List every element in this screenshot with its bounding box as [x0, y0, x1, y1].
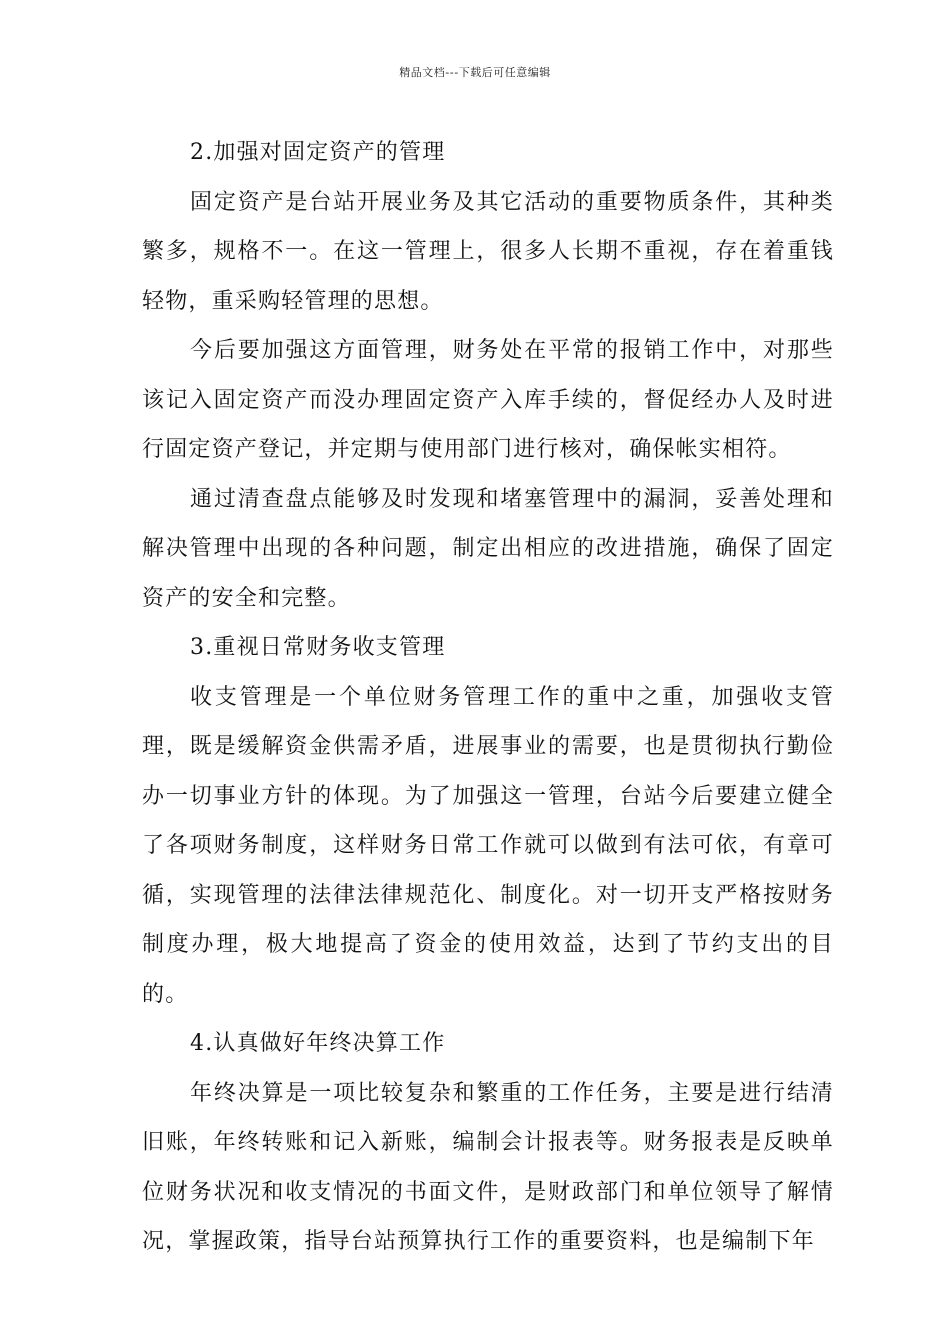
page-header: 精品文档---下载后可任意编辑 [399, 66, 551, 79]
paragraph: 通过清查盘点能够及时发现和堵塞管理中的漏洞，妥善处理和解决管理中出现的各种问题，制定出相应的改进措施，确保了固定资产的安全和完整。 [142, 486, 834, 611]
section-heading: 4.认真做好年终决算工作 [190, 1031, 446, 1056]
paragraph: 年终决算是一项比较复杂和繁重的工作任务，主要是进行结清旧账，年终转账和记入新账，编制会计报表等。财务报表是反映单位财务状况和收支情况的书面文件，是财政部门和单位领导了解情况，掌握政策，指导台站预算执行工作的重要资料，也是编制下年 [142, 1080, 834, 1254]
paragraph: 固定资产是台站开展业务及其它活动的重要物质条件，其种类繁多，规格不一。在这一管理上，很多人长期不重视，存在着重钱轻物，重采购轻管理的思想。 [142, 189, 834, 314]
section-heading: 2.加强对固定资产的管理 [190, 140, 446, 165]
document-body [142, 128, 834, 1267]
paragraph: 收支管理是一个单位财务管理工作的重中之重，加强收支管理，既是缓解资金供需矛盾，进展事业的需要，也是贯彻执行勤俭办一切事业方针的体现。为了加强这一管理，台站今后要建立健全了各项财务制度，这样财务日常工作就可以做到有法可依，有章可循，实现管理的法律法律规范化、制度化。对一切开支严格按财务制度办理，极大地提高了资金的使用效益，达到了节约支出的目的。 [142, 684, 834, 1007]
section-heading: 3.重视日常财务收支管理 [190, 635, 446, 660]
paragraph: 今后要加强这方面管理，财务处在平常的报销工作中，对那些该记入固定资产而没办理固定资产入库手续的，督促经办人及时进行固定资产登记，并定期与使用部门进行核对，确保帐实相符。 [142, 338, 834, 462]
